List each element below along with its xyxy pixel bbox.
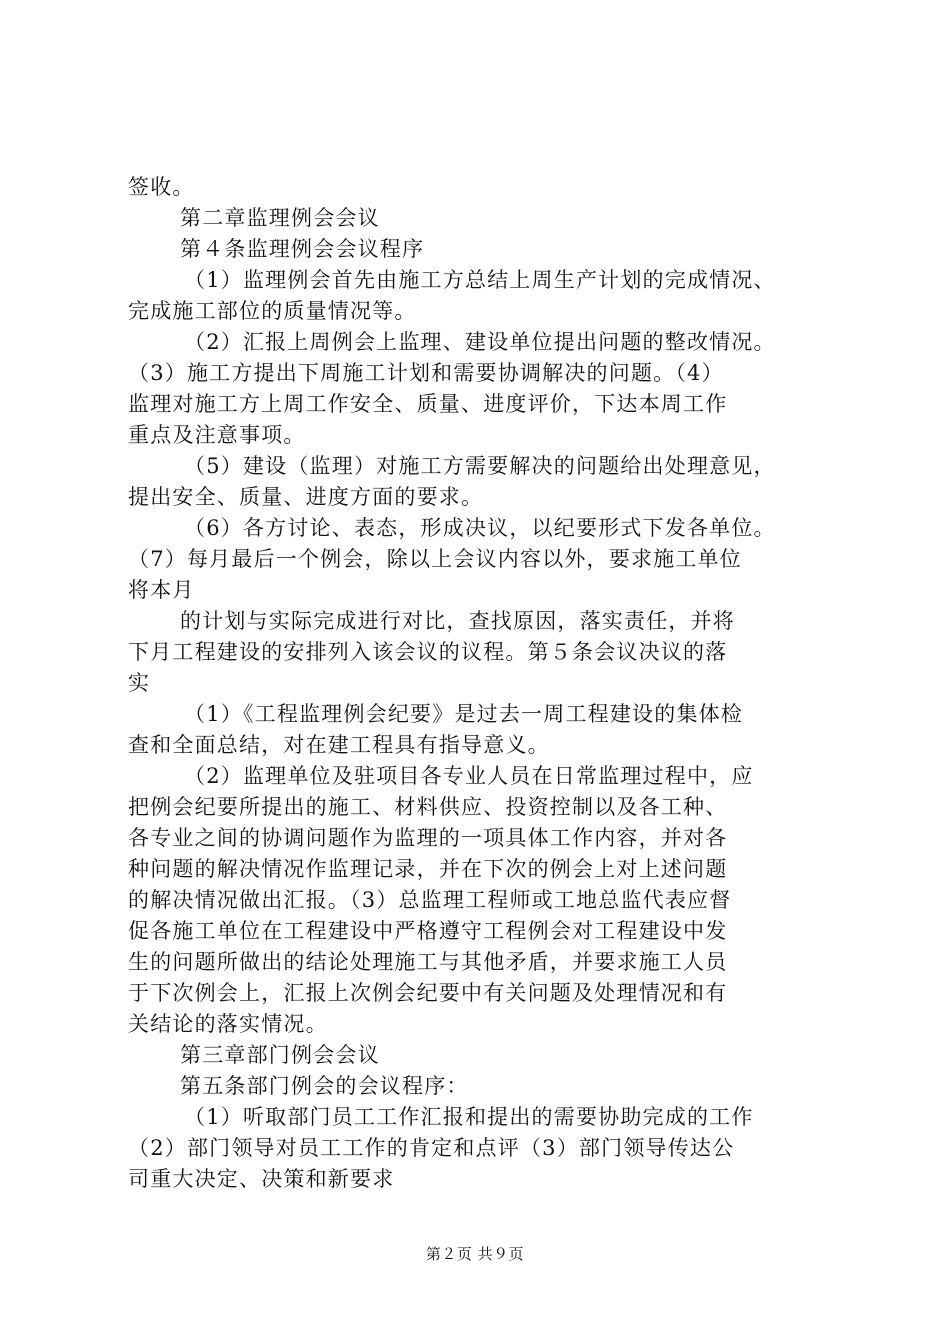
text-line: （6）各方讨论、表态，形成决议，以纪要形式下发各单位。 xyxy=(184,516,776,540)
text-line: （3）施工方提出下周施工计划和需要协调解决的问题。（4） xyxy=(128,361,724,385)
chapter-heading: 第二章监理例会会议 xyxy=(180,206,380,230)
text-line: 于下次例会上，汇报上次例会纪要中有关问题及处理情况和有 xyxy=(128,981,728,1005)
text-line: （7）每月最后一个例会，除以上会议内容以外，要求施工单位 xyxy=(128,547,742,571)
text-line: （2）汇报上周例会上监理、建设单位提出问题的整改情况。 xyxy=(184,330,776,354)
text-line: 各专业之间的协调问题作为监理的一项具体工作内容，并对各 xyxy=(128,826,728,850)
text-line: 生的问题所做出的结论处理施工与其他矛盾，并要求施工人员 xyxy=(128,950,728,974)
text-line: （2）监理单位及驻项目各专业人员在日常监理过程中，应 xyxy=(184,764,754,788)
chapter-heading: 第三章部门例会会议 xyxy=(180,1043,380,1067)
text-line: （5）建设（监理）对施工方需要解决的问题给出处理意见， xyxy=(184,454,776,478)
article-heading: 第４条监理例会会议程序 xyxy=(180,237,425,261)
text-line: 重点及注意事项。 xyxy=(128,423,306,447)
page-number-footer: 第２页 共９页 xyxy=(425,1245,525,1263)
document-body xyxy=(128,172,836,1195)
text-line: （1）听取部门员工工作汇报和提出的需要协助完成的工作 xyxy=(184,1105,754,1129)
text-line: （2）部门领导对员工工作的肯定和点评（3）部门领导传达公 xyxy=(128,1136,735,1160)
text-line: 实 xyxy=(128,671,151,695)
text-line: 关结论的落实情况。 xyxy=(128,1012,328,1036)
text-line: 查和全面总结，对在建工程具有指导意义。 xyxy=(128,733,550,757)
text-line: 种问题的解决情况作监理记录，并在下次的例会上对上述问题 xyxy=(128,857,728,881)
text-line: 签收。 xyxy=(128,175,195,199)
text-line: 监理对施工方上周工作安全、质量、进度评价，下达本周工作 xyxy=(128,392,728,416)
text-line: （1）监理例会首先由施工方总结上周生产计划的完成情况、 xyxy=(184,268,776,292)
text-line: 的解决情况做出汇报。（3）总监理工程师或工地总监代表应督 xyxy=(128,888,732,912)
article-heading: 第五条部门例会的会议程序： xyxy=(180,1074,469,1098)
text-line: 的计划与实际完成进行对比，查找原因，落实责任，并将 xyxy=(180,609,735,633)
text-line: 促各施工单位在工程建设中严格遵守工程例会对工程建设中发 xyxy=(128,919,728,943)
text-line: 提出安全、质量、进度方面的要求。 xyxy=(128,485,484,509)
text-line: 将本月 xyxy=(128,578,195,602)
text-line: 下月工程建设的安排列入该会议的议程。第５条会议决议的落 xyxy=(128,640,728,664)
text-line: 把例会纪要所提出的施工、材料供应、投资控制以及各工种、 xyxy=(128,795,728,819)
text-line: 完成施工部位的质量情况等。 xyxy=(128,299,417,323)
text-line: （1）《工程监理例会纪要》是过去一周工程建设的集体检 xyxy=(184,702,744,726)
text-line: 司重大决定、决策和新要求 xyxy=(128,1167,395,1191)
